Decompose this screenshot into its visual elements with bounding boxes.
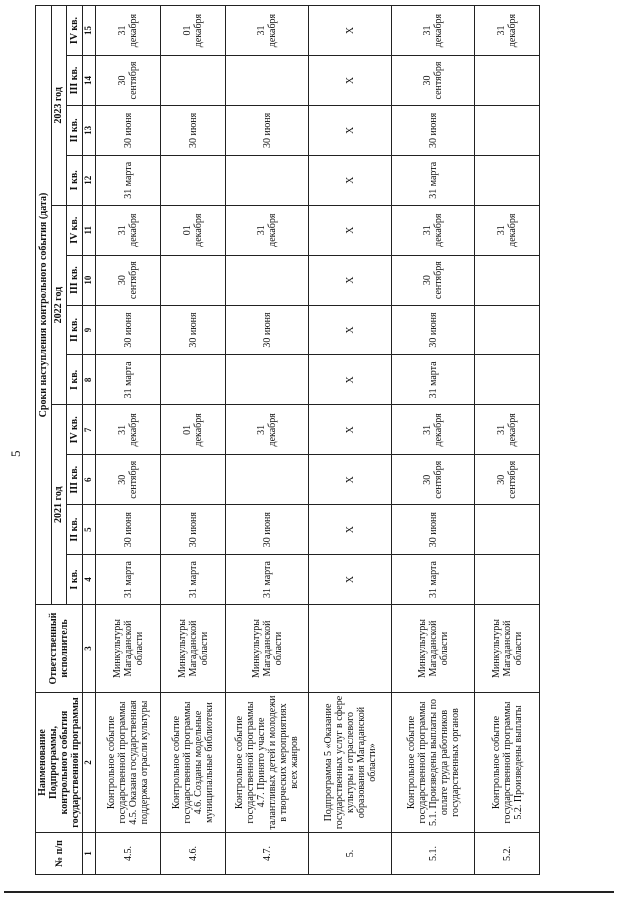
- header-quarter: III кв.: [67, 255, 83, 305]
- row-number: 5.: [309, 833, 392, 875]
- date-cell: 30 июня: [392, 505, 475, 555]
- header-quarter: IV кв.: [67, 405, 83, 455]
- date-cell: 30 сентября: [392, 455, 475, 505]
- date-cell: X: [309, 555, 392, 605]
- date-cell: [161, 355, 226, 405]
- date-cell: X: [309, 355, 392, 405]
- date-cell: X: [309, 155, 392, 205]
- date-cell: 31 декабря: [392, 205, 475, 255]
- header-quarter: III кв.: [67, 56, 83, 106]
- left-rule: [4, 891, 614, 893]
- event-name: Контрольное событие государственной программы 5.1. Произведены выплаты по оплате труда работников государственных органов: [392, 693, 475, 833]
- executor-cell: Минкультуры Магаданской области: [161, 605, 226, 693]
- date-cell: X: [309, 405, 392, 455]
- header-name: Наименование Подпрограммы, контрольного события государственной программы: [36, 693, 83, 833]
- date-cell: 31 декабря: [392, 6, 475, 56]
- table-row: [161, 6, 226, 875]
- column-number: 4: [83, 555, 96, 605]
- date-cell: 31 марта: [96, 555, 161, 605]
- date-cell: [226, 155, 309, 205]
- row-number: 4.5.: [96, 833, 161, 875]
- column-number: 9: [83, 305, 96, 355]
- date-cell: X: [309, 255, 392, 305]
- column-number: 5: [83, 505, 96, 555]
- event-name: Подпрограмма 5 «Оказание государственных услуг в сфере культуры и отраслевого образования Магаданской области»: [309, 693, 392, 833]
- date-cell: [475, 555, 540, 605]
- date-cell: X: [309, 305, 392, 355]
- date-cell: 31 марта: [226, 555, 309, 605]
- header-quarter: IV кв.: [67, 6, 83, 56]
- date-cell: 30 июня: [96, 105, 161, 155]
- date-cell: X: [309, 505, 392, 555]
- date-cell: [475, 105, 540, 155]
- date-cell: 30 июня: [226, 305, 309, 355]
- event-name: Контрольное событие государственной программы 4.7. Принято участие талантливых детей и молодежи в творческих мероприятиях всех жанров: [226, 693, 309, 833]
- column-number: 15: [83, 6, 96, 56]
- date-cell: 31 марта: [161, 555, 226, 605]
- table-row: [475, 6, 540, 875]
- header-num: № п/п: [36, 833, 83, 875]
- column-number: 12: [83, 155, 96, 205]
- date-cell: X: [309, 205, 392, 255]
- row-number: 5.2.: [475, 833, 540, 875]
- header-year-2023: 2023 год: [51, 6, 67, 206]
- date-cell: 30 июня: [161, 105, 226, 155]
- date-cell: [475, 56, 540, 106]
- date-cell: [475, 355, 540, 405]
- date-cell: [475, 505, 540, 555]
- column-number: 1: [83, 833, 96, 875]
- header-quarter: I кв.: [67, 355, 83, 405]
- date-cell: 31 марта: [392, 155, 475, 205]
- table-row: [96, 6, 161, 875]
- date-cell: [475, 155, 540, 205]
- date-cell: [226, 355, 309, 405]
- column-number: 3: [83, 605, 96, 693]
- header-quarter: II кв.: [67, 105, 83, 155]
- date-cell: 31 декабря: [96, 6, 161, 56]
- date-cell: X: [309, 56, 392, 106]
- executor-cell: [309, 605, 392, 693]
- column-number: 8: [83, 355, 96, 405]
- table-row: [309, 6, 392, 875]
- date-cell: 30 сентября: [96, 255, 161, 305]
- date-cell: 01 декабря: [161, 405, 226, 455]
- executor-cell: Минкультуры Магаданской области: [226, 605, 309, 693]
- row-number: 5.1.: [392, 833, 475, 875]
- date-cell: 30 июня: [226, 505, 309, 555]
- table-row: [392, 6, 475, 875]
- event-name: Контрольное событие государственной программы 4.6. Созданы модельные муниципальные библиотеки: [161, 693, 226, 833]
- column-number: 6: [83, 455, 96, 505]
- date-cell: [226, 455, 309, 505]
- column-number: 10: [83, 255, 96, 305]
- header-quarter: I кв.: [67, 155, 83, 205]
- date-cell: X: [309, 6, 392, 56]
- date-cell: 31 декабря: [475, 6, 540, 56]
- column-number: 11: [83, 205, 96, 255]
- date-cell: 30 июня: [226, 105, 309, 155]
- date-cell: 31 декабря: [226, 205, 309, 255]
- date-cell: 31 марта: [96, 355, 161, 405]
- date-cell: 31 декабря: [96, 405, 161, 455]
- header-quarter: II кв.: [67, 305, 83, 355]
- header-executor: Ответственный исполнитель: [36, 605, 83, 693]
- header-quarter: IV кв.: [67, 205, 83, 255]
- header-quarter: II кв.: [67, 505, 83, 555]
- date-cell: 30 сентября: [392, 56, 475, 106]
- date-cell: 31 декабря: [226, 6, 309, 56]
- date-cell: [161, 255, 226, 305]
- date-cell: X: [309, 455, 392, 505]
- row-number: 4.7.: [226, 833, 309, 875]
- date-cell: 31 марта: [392, 555, 475, 605]
- date-cell: 30 сентября: [475, 455, 540, 505]
- date-cell: 31 марта: [96, 155, 161, 205]
- column-number: 14: [83, 56, 96, 106]
- date-cell: 30 июня: [161, 305, 226, 355]
- date-cell: [161, 455, 226, 505]
- date-cell: X: [309, 105, 392, 155]
- date-cell: 31 декабря: [96, 205, 161, 255]
- header-deadlines: Сроки наступления контрольного события (дата): [36, 6, 52, 605]
- date-cell: 01 декабря: [161, 205, 226, 255]
- date-cell: [161, 155, 226, 205]
- date-cell: [226, 56, 309, 106]
- table-body: [96, 6, 540, 875]
- event-name: Контрольное событие государственной программы 5.2. Произведены выплаты: [475, 693, 540, 833]
- page-number: 5: [8, 450, 23, 457]
- date-cell: 31 марта: [392, 355, 475, 405]
- executor-cell: Минкультуры Магаданской области: [392, 605, 475, 693]
- date-cell: 30 сентября: [96, 56, 161, 106]
- executor-cell: Минкультуры Магаданской области: [96, 605, 161, 693]
- column-number: 7: [83, 405, 96, 455]
- table-row: [226, 6, 309, 875]
- control-events-table: [35, 5, 540, 875]
- header-year-2021: 2021 год: [51, 405, 67, 605]
- date-cell: 30 июня: [161, 505, 226, 555]
- column-number: 13: [83, 105, 96, 155]
- header-quarter: I кв.: [67, 555, 83, 605]
- event-name: Контрольное событие государственной программы 4.5. Оказана государственная поддержка отрасли культуры: [96, 693, 161, 833]
- date-cell: 31 декабря: [392, 405, 475, 455]
- date-cell: 30 июня: [392, 105, 475, 155]
- date-cell: [475, 255, 540, 305]
- row-number: 4.6.: [161, 833, 226, 875]
- date-cell: 31 декабря: [475, 205, 540, 255]
- header-year-2022: 2022 год: [51, 205, 67, 405]
- header-quarter: III кв.: [67, 455, 83, 505]
- date-cell: 30 сентября: [96, 455, 161, 505]
- date-cell: 01 декабря: [161, 6, 226, 56]
- executor-cell: Минкультуры Магаданской области: [475, 605, 540, 693]
- date-cell: [475, 305, 540, 355]
- date-cell: [226, 255, 309, 305]
- date-cell: 30 июня: [96, 505, 161, 555]
- date-cell: [161, 56, 226, 106]
- date-cell: 30 июня: [96, 305, 161, 355]
- date-cell: 30 сентября: [392, 255, 475, 305]
- date-cell: 31 декабря: [475, 405, 540, 455]
- date-cell: 31 декабря: [226, 405, 309, 455]
- column-number: 2: [83, 693, 96, 833]
- date-cell: 30 июня: [392, 305, 475, 355]
